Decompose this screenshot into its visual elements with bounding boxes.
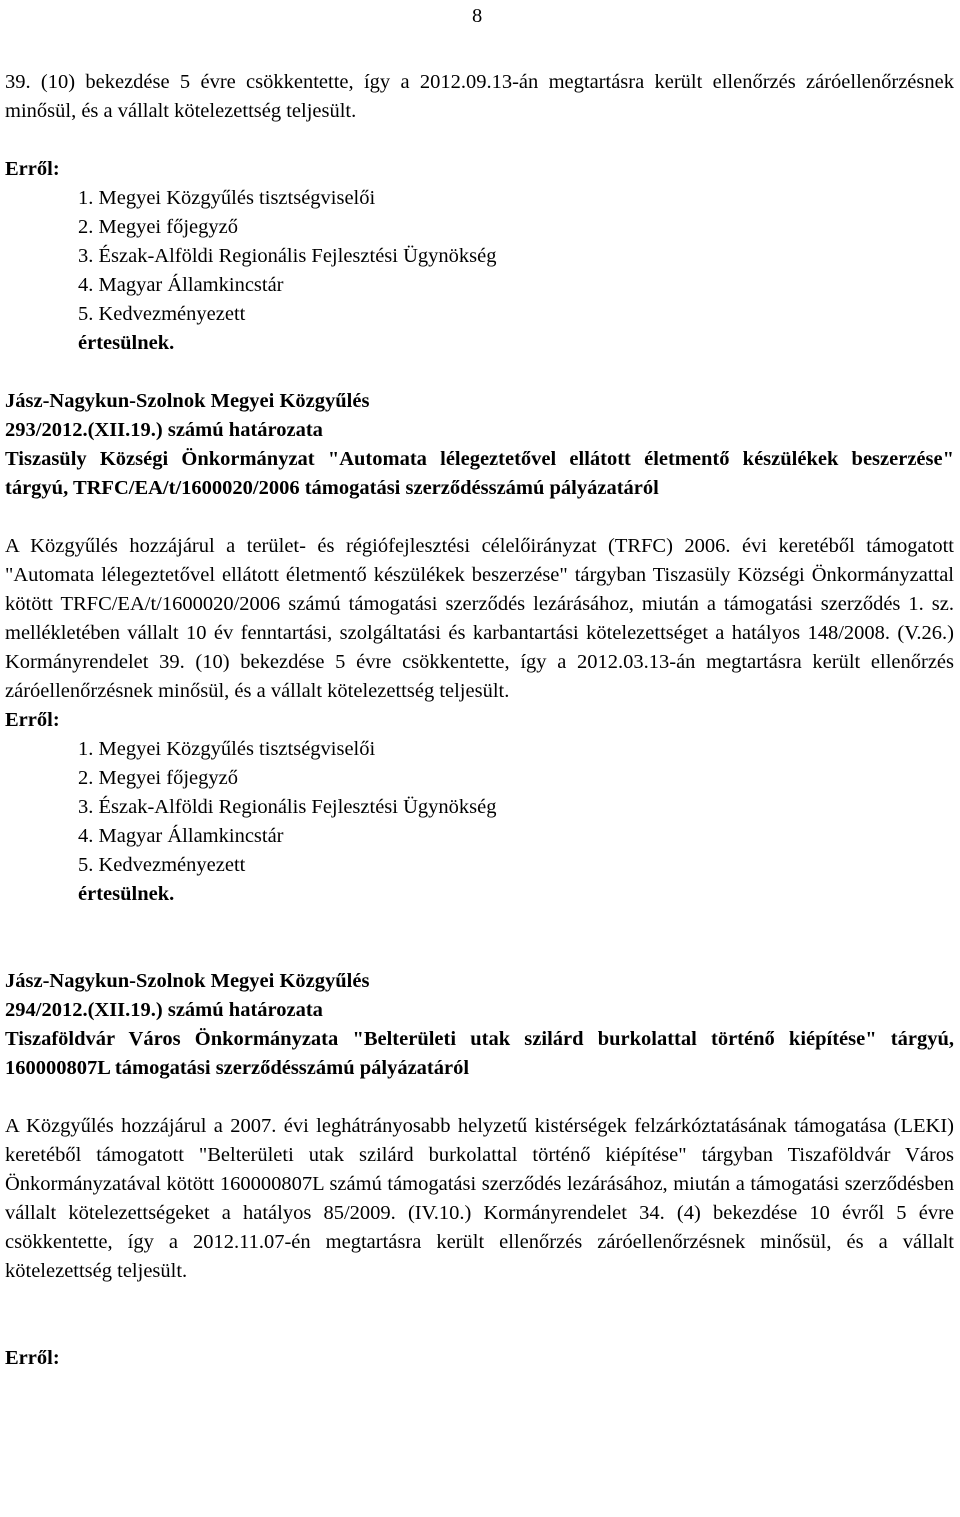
list-item: 2. Megyei főjegyző [78, 216, 238, 238]
list-item: 4. Magyar Államkincstár [78, 274, 284, 296]
list-item: 3. Észak-Alföldi Regionális Fejlesztési Ügynökség [78, 245, 497, 267]
recipient-list [5, 184, 954, 329]
resolution-294 [5, 967, 954, 1373]
page-number: 8 [472, 5, 483, 27]
intro-paragraph: 39. (10) bekezdése 5 évre csökkentette, így a 2012.09.13-án megtartásra került ellenőrzés záróellenőrzésnek minősül, és a vállalt kötelezettség teljesült. [5, 71, 954, 122]
resolution-293 [5, 387, 954, 909]
list-item: 5. Kedvezményezett [78, 303, 246, 325]
resolution-number: 294/2012.(XII.19.) számú határozata [5, 999, 323, 1021]
list-item: 5. Kedvezményezett [78, 854, 246, 876]
assembly-name: Jász-Nagykun-Szolnok Megyei Közgyűlés [5, 390, 370, 412]
resolution-text: A Közgyűlés hozzájárul a terület- és régiófejlesztési célelőirányzat (TRFC) 2006. évi keretéből támogatott "Automata lélegeztetővel ellátott életmentő készülékek beszerzése" tárgyban Tiszasüly Községi Önkormányzattal kötött TRFC/EA/t/1600020/2006 számú támogatási szerződés lezárásához, miután a támogatási szerződés 1. sz. mellékletében vállalt 10 év fenntartási, szolgáltatási és karbantartási kötelezettséget a hatályos 148/2008. (V.26.) Kormányrendelet 39. (10) bekezdése 5 évre csökkentette, így a 2012.03.13-án megtartásra került ellenőrzés záróellenőrzésnek minősül, és a vállalt kötelezettség teljesült. [5, 535, 954, 702]
resolution-text: A Közgyűlés hozzájárul a 2007. évi leghátrányosabb helyzetű kistérségek felzárkóztatásának támogatása (LEKI) keretéből támogatott "Belterületi utak szilárd burkolattal történő kiépítése" tárgyban Tiszaföldvár Város Önkormányzatával kötött 160000807L számú támogatási szerződés lezárásához, miután a támogatási szerződésben vállalt kötelezettségeket a hatályos 85/2009. (IV.10.) Kormányrendelet 34. (4) bekezdése 10 évről 5 évre csökkentette, így a 2012.11.07-én megtartásra került ellenőrzés záróellenőrzésnek minősül, és a vállalt kötelezettség teljesült. [5, 1115, 954, 1282]
recipient-list [5, 735, 954, 880]
resolution-subject: Tiszasüly Községi Önkormányzat "Automata lélegeztetővel ellátott életmentő készülékek beszerzése" tárgyú, TRFC/EA/t/1600020/2006 támogatási szerződésszámú pályázatáról [5, 448, 954, 499]
erről-label: Erről: [5, 158, 60, 180]
list-item: 1. Megyei Közgyűlés tisztségviselői [78, 738, 376, 760]
resolution-subject: Tiszaföldvár Város Önkormányzata "Belterületi utak szilárd burkolattal történő kiépítése" tárgyú, 160000807L támogatási szerződésszámú pályázatáról [5, 1028, 954, 1079]
list-item: 3. Észak-Alföldi Regionális Fejlesztési Ügynökség [78, 796, 497, 818]
erről-label: Erről: [5, 1347, 60, 1369]
notified-label: értesülnek. [78, 883, 175, 905]
resolution-number: 293/2012.(XII.19.) számú határozata [5, 419, 323, 441]
list-item: 4. Magyar Államkincstár [78, 825, 284, 847]
page-content [5, 68, 954, 1373]
erről-label: Erről: [5, 709, 60, 731]
list-item: 2. Megyei főjegyző [78, 767, 238, 789]
list-item: 1. Megyei Közgyűlés tisztségviselői [78, 187, 376, 209]
assembly-name: Jász-Nagykun-Szolnok Megyei Közgyűlés [5, 970, 370, 992]
notified-label: értesülnek. [78, 332, 175, 354]
